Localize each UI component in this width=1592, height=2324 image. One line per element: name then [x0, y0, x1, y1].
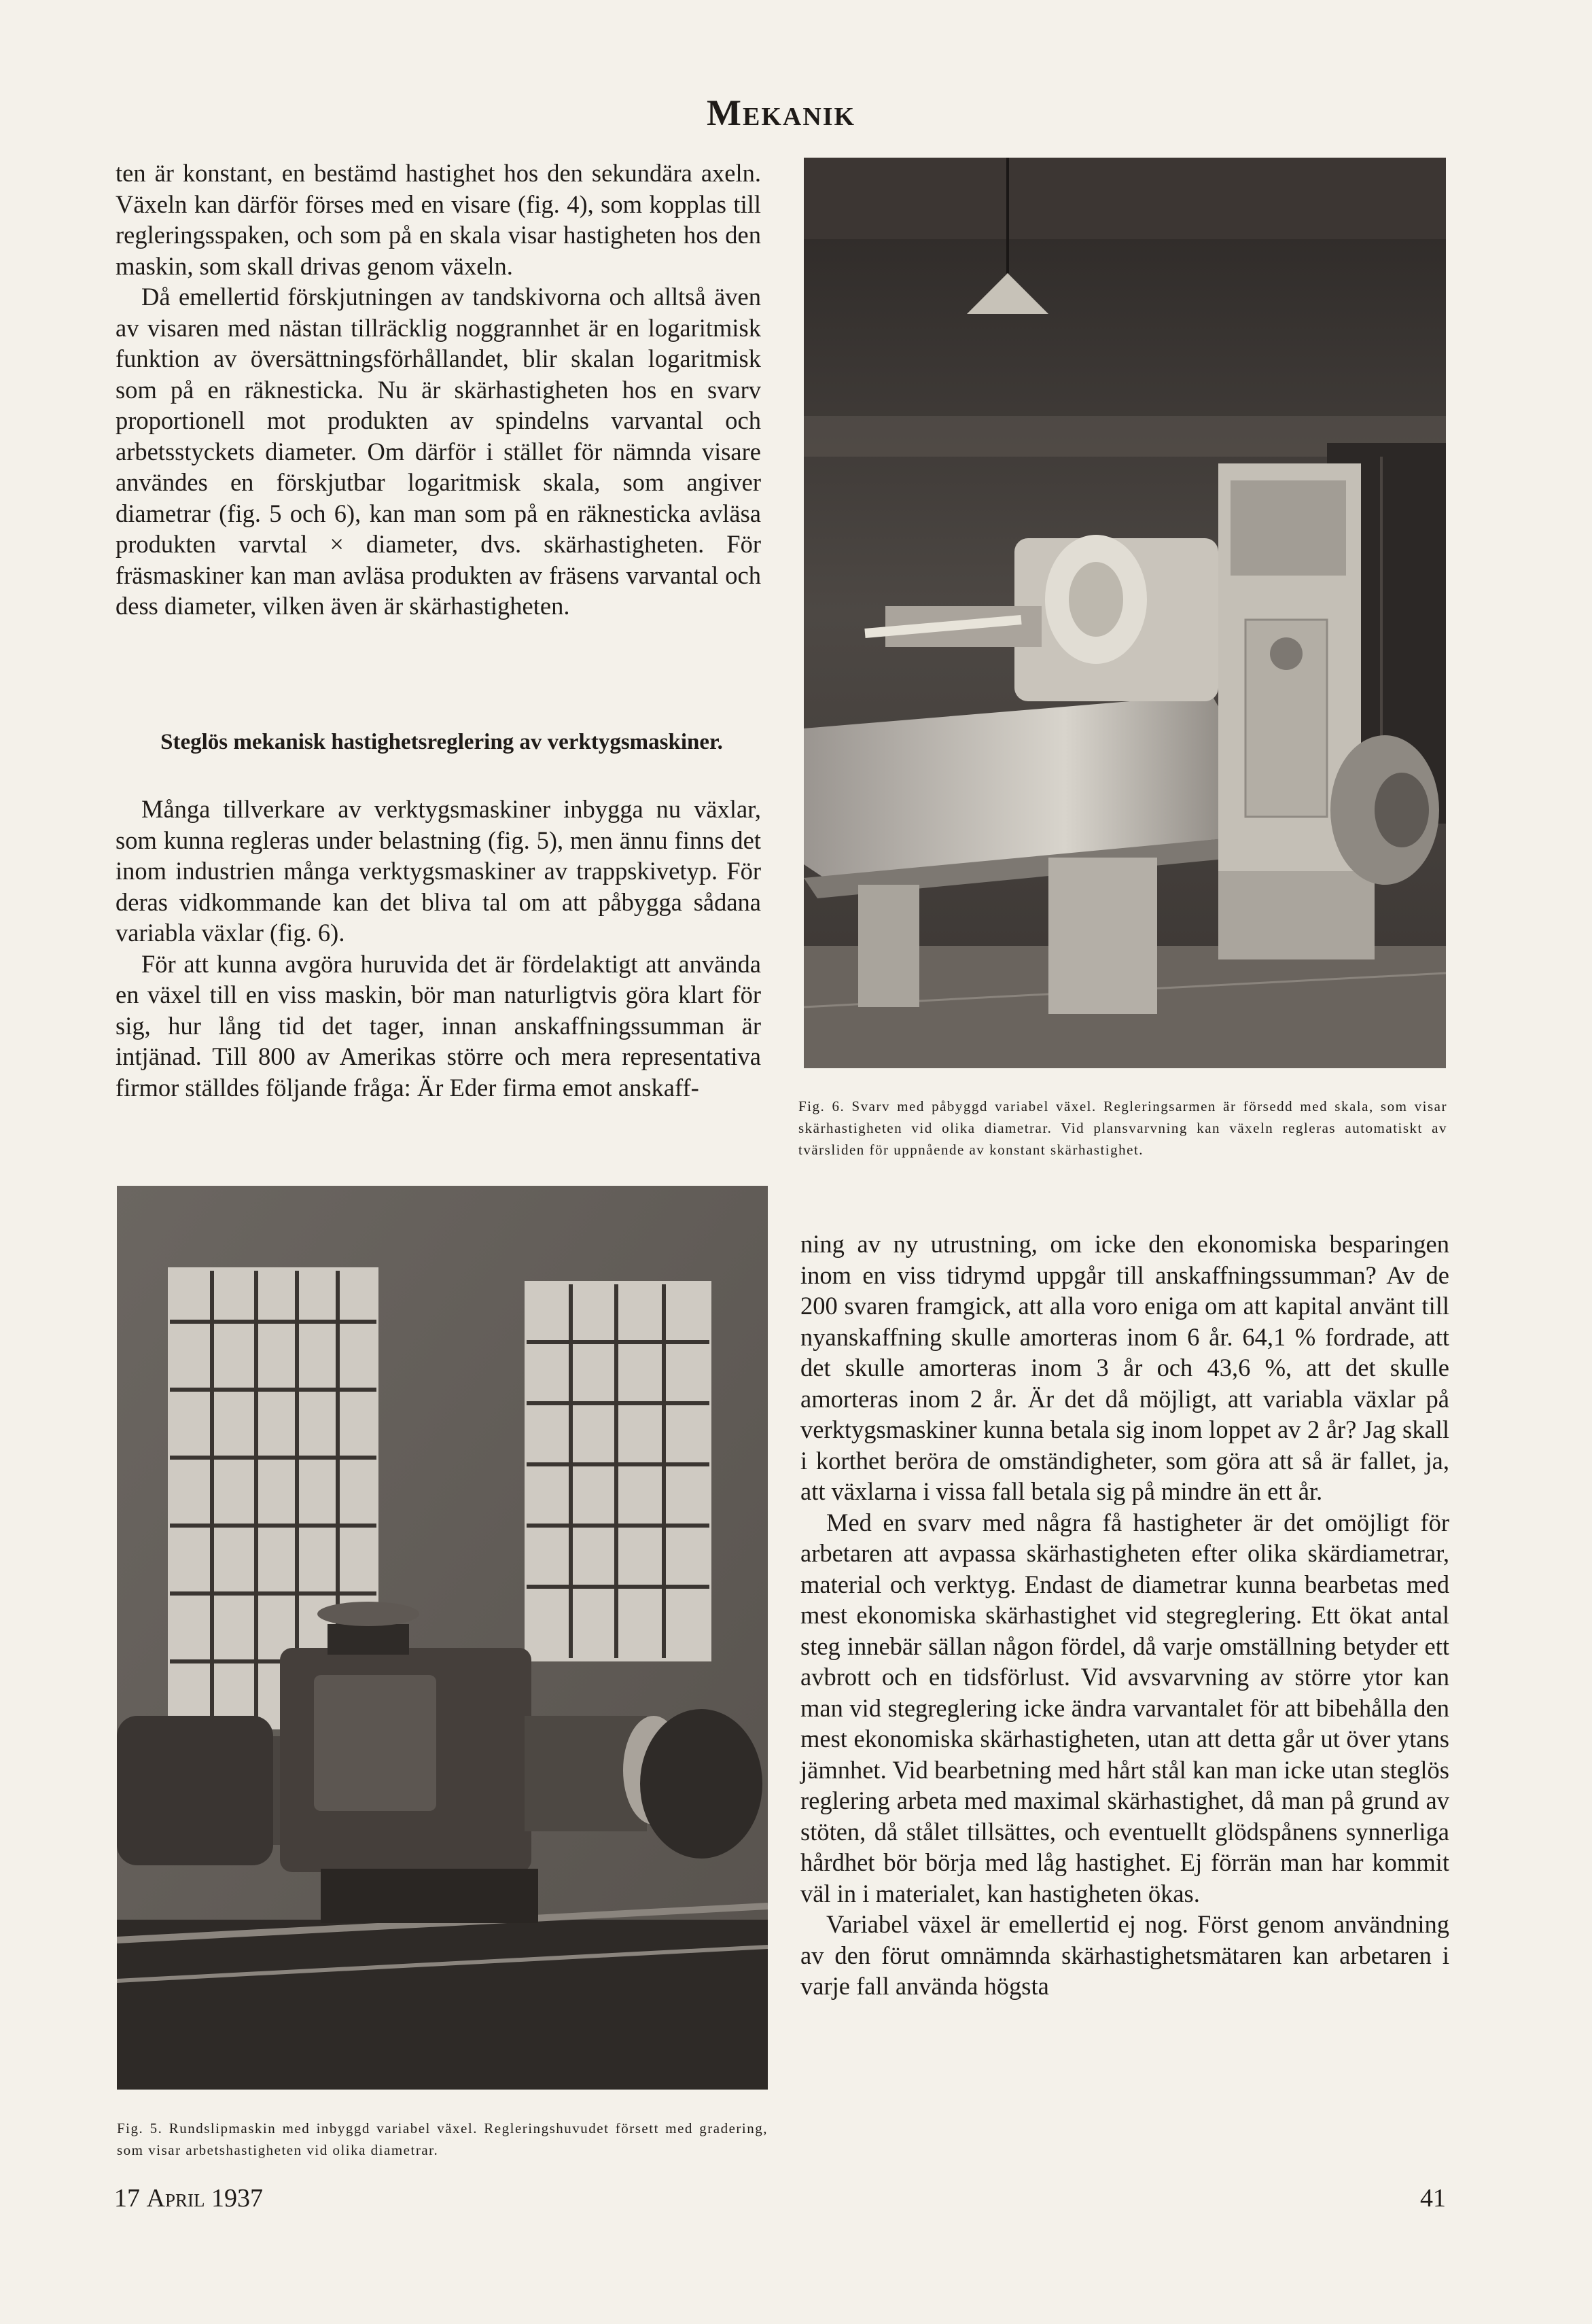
footer-month: April [146, 2184, 205, 2213]
fig6-caption-text: Fig. 6. Svarv med påbyggd variabel växel. Regleringsarmen är försedd med skala, som visar skärhastigheten vid olika diametrar. Vid plansvarvning kan växeln regleras automatiskt av tvärsliden för uppnående av konstant skärhastighet. [798, 1098, 1447, 1158]
section-subheading: Steglös mekanisk hastighetsreglering av verktygsmaskiner. [160, 730, 723, 754]
paragraph: Med en svarv med några få hastigheter är det omöjligt för arbetaren att avpassa skärhastigheten efter olika skärdiametrar, material och verktyg. Endast de diametrar kunna bearbetas med mest ekonomiska skärhastighet vid stegreglering. Ett ökat antal steg innebär sällan någon fördel, då varje omställning betyder ett avbrott och en tidsförlust. Vid avsvarvning av större ytor kan man vid stegreglering icke ändra varvantalet för att bibehålla den mest ekonomiska skärhastigheten, utan att detta går ut över ytans jämnhet. Vid bearbetning med hårt stål kan man icke utan steglös reglering arbeta med maximal skärhastighet, då man på grund av stöten, då stålet tillsättes, och eventuellt glödspånens synnerliga hårdhet bör börja med låg hastighet. Ej förrän man har kommit väl in i materialet, kan hastigheten ökas. [800, 1508, 1449, 1907]
grinder-illustration [117, 1186, 768, 2090]
paragraph: Variabel växel är emellertid ej nog. Först genom användning av den förut omnämnda skärhastighetsmätaren kan arbetaren i varje fall använda högsta [800, 1910, 1449, 2000]
lathe-illustration [804, 158, 1446, 1068]
footer-date [114, 2183, 263, 2213]
fig5-caption [117, 2117, 768, 2161]
left-column-lower [116, 794, 761, 1103]
footer-day: 17 [114, 2184, 140, 2213]
left-column-upper [116, 158, 761, 622]
fig5-caption-text: Fig. 5. Rundslipmaskin med inbyggd variabel växel. Regleringshuvudet försett med gradering, som visar arbetshastigheten vid olika diametrar. [117, 2120, 768, 2158]
footer-year: 1937 [211, 2184, 263, 2213]
right-column [800, 1229, 1449, 2002]
fig5-grinder-photo [117, 1186, 768, 2090]
paragraph: Då emellertid förskjutningen av tandskivorna och alltså även av visaren med nästan tillräcklig noggrannhet är en logaritmisk funktion av översättningsförhållandet, blir skalan logaritmisk som på en räknesticka. Nu är skärhastigheten hos en svarv proportionell mot produkten av spindelns varvantal och arbetsstyckets diameter. Om därför i stället för nämnda visare användes en förskjutbar logaritmisk skala, som angiver diametrar (fig. 5 och 6), kan man som på en räknesticka avläsa produkten varvtal × diameter, dvs. skärhastigheten. För fräsmaskiner kan man avläsa produkten av fräsens varvantal och dess diameter, vilken även är skärhastigheten. [116, 283, 761, 620]
paragraph: Många tillverkare av verktygsmaskiner inbygga nu växlar, som kunna regleras under belastning (fig. 5), men ännu finns det inom industrien många verktygsmaskiner av trappskivetyp. För deras vidkommande kan det bliva tal om att påbygga sådana variabla växlar (fig. 6). [116, 795, 761, 947]
window-right [525, 1281, 711, 1661]
paragraph: För att kunna avgöra huruvida det är fördelaktigt att använda en växel till en viss maskin, bör man naturligtvis göra klart för sig, hur lång tid det tager, innan anskaffningssumman är intjänad. Till 800 av Amerikas större och mera representativa firmor ställdes följande fråga: Är Eder firma emot anskaff- [116, 949, 761, 1102]
page-number: 41 [1420, 2184, 1446, 2213]
fig6-lathe-photo [804, 158, 1446, 1068]
fig6-caption [798, 1095, 1447, 1161]
paragraph: ten är konstant, en bestämd hastighet hos den sekundära axeln. Växeln kan därför förses med en visare (fig. 4), som kopplas till regleringsspaken, och som på en skala visar hastigheten hos den maskin, som skall drivas genom växeln. [116, 159, 761, 280]
section-header: Mekanik [707, 92, 856, 133]
paragraph: ning av ny utrustning, om icke den ekonomiska besparingen inom en viss tidrymd uppgår till anskaffningssumman? Av de 200 svaren framgick, att alla voro eniga om att kapital använt till nyanskaffning skulle amorteras inom 6 år. 64,1 % fordrade, att det skulle amorteras inom 3 år och 43,6 %, att det skulle amorteras inom 2 år. Är det då möjligt, att variabla växlar på verktygsmaskiner kunna betala sig inom loppet av 2 år? Jag skall i korthet beröra de omständigheter, som göra att så är fallet, ja, att växlarna i vissa fall betala sig på mindre än ett år. [800, 1230, 1449, 1505]
